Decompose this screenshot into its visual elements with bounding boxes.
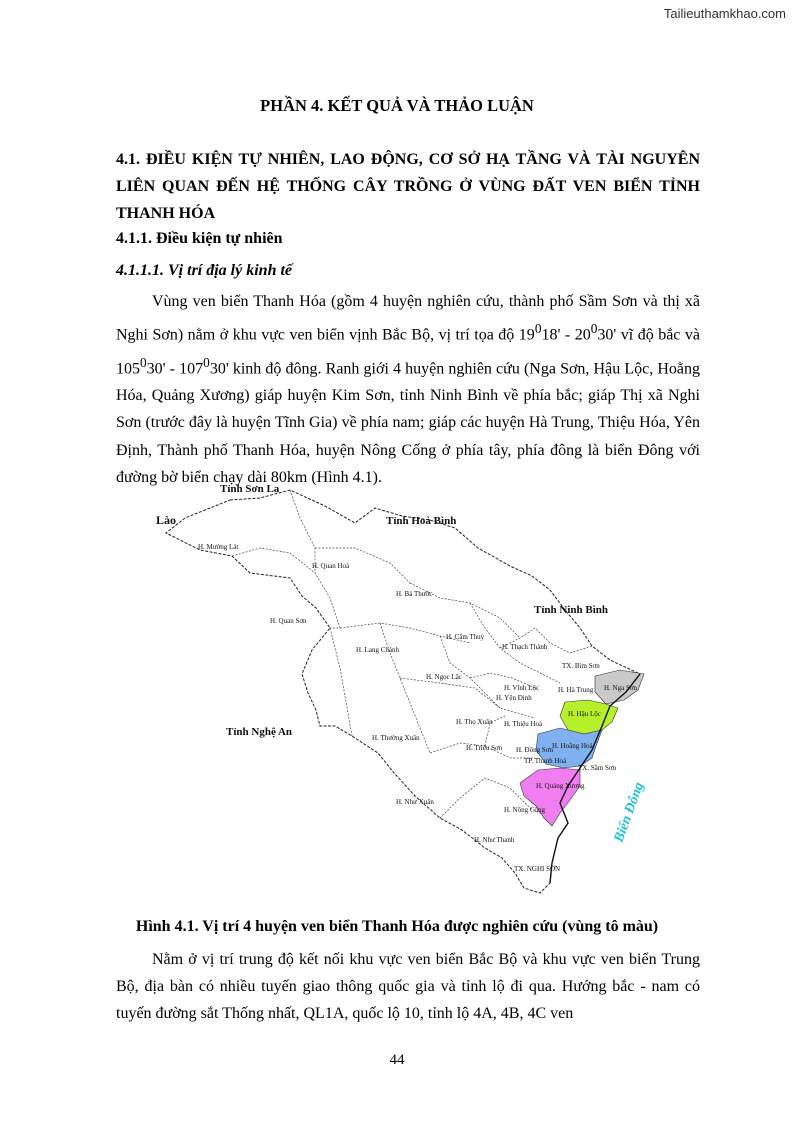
label-nga-son: H. Nga Sơn [604,684,638,692]
label-son-la: Tỉnh Sơn La [220,483,280,495]
subsection-heading: 4.1.1. Điều kiện tự nhiên [116,230,283,247]
label-ba-thuoc: H. Bá Thước [396,590,433,598]
label-muong-lat: H. Mường Lát [198,543,239,551]
label-nhu-thanh: H. Như Thanh [474,836,515,844]
map-figure [140,478,660,908]
label-nhu-xuan: H. Như Xuân [396,798,434,806]
page-number: 44 [389,1052,405,1068]
label-nong-cong: H. Nông Cống [504,806,546,814]
label-thuong-xuan: H. Thường Xuân [372,734,420,742]
label-quan-son: H. Quan Sơn [270,617,307,625]
paragraph-transport: Nằm ở vị trí trung độ kết nối khu vực ven biển Bắc Bộ và khu vực ven biển Trung Bộ, địa bàn có nhiều tuyến giao thông quốc gia và tỉnh lộ đi qua. Hướng bắc - nam có tuyến đường sắt Thống nhất, QL1A, quốc lộ 10, tỉnh lộ 4A, 4B, 4C ven [116,951,700,1023]
watermark: Tailieuthamkhao.com [663,6,786,21]
section-title: 4.1. ĐIỀU KIỆN TỰ NHIÊN, LAO ĐỘNG, CƠ SỞ HẠ TẦNG VÀ TÀI NGUYÊN LIÊN QUAN ĐẾN HỆ THỐNG CÂY TRỒNG Ở VÙNG ĐẤT VEN BIỂN TỈNH THANH HÓA [116,151,700,222]
label-sam-son: TX. Sầm Sơn [578,764,617,772]
paragraph-location: Vùng ven biển Thanh Hóa (gồm 4 huyện nghiên cứu, thành phố Sầm Sơn và thị xã Nghi Sơn) nằm ở khu vực ven biển vịnh Bắc Bộ, vị trí tọa độ $19^018' - 20^030'$ vĩ độ bắc và $105^030' - 107^030'$ kinh độ đông. Ranh giới 4 huyện nghiên cứu (Nga Sơn, Hậu Lộc, Hoằng Hóa, Quảng Xương) giáp huyện Kim Sơn, tỉnh Ninh Bình về phía bắc; giáp Thị xã Nghi Sơn (trước đây là huyện Tĩnh Gia) về phía nam; giáp các huyện Hà Trung, Thiệu Hóa, Yên Định, Thành phố Thanh Hóa, huyện Nông Cống ở phía tây, phía đông là biển Đông với đường bờ biển chạy dài 80km (Hình 4.1). [116,293,701,486]
part-title: PHẦN 4. KẾT QUẢ VÀ THẢO LUẬN [260,96,534,115]
label-cam-thuy: H. Cẩm Thuỷ [446,633,485,641]
label-thach-thanh: H. Thạch Thành [502,643,548,651]
label-ha-trung: H. Hà Trung [558,686,594,694]
label-bim-son: TX. Bỉm Sơn [562,662,600,670]
label-hoang-hoa: H. Hoằng Hoá [552,742,593,750]
label-hoa-binh: Tỉnh Hoà Bình [386,515,457,527]
label-trieu-son: H. Triệu Sơn [466,744,503,752]
label-dong-son: H. Đông Sơn [516,746,553,754]
label-lao: Lào [156,513,177,527]
label-nghi-son: TX. NGHI SƠN [514,865,561,873]
label-tp-thanh-hoa: TP. Thanh Hoá [524,757,567,765]
label-bien-dong: Biển Đông [611,780,648,845]
label-vinh-loc: H. Vĩnh Lộc [504,684,540,692]
sub-subsection-heading: 4.1.1.1. Vị trí địa lý kinh tế [116,262,293,279]
thanh-hoa-map [140,478,660,908]
label-thieu-hoa: H. Thiệu Hoá [504,720,543,728]
label-lang-chanh: H. Lang Chánh [356,646,399,654]
label-ngoc-lac: H. Ngọc Lặc [426,673,462,681]
figure-caption: Hình 4.1. Vị trí 4 huyện ven biển Thanh Hóa được nghiên cứu (vùng tô màu) [135,918,659,935]
label-hau-loc: H. Hậu Lộc [568,710,601,718]
label-quang-xuong: H. Quảng Xương [536,782,585,790]
label-tho-xuan: H. Thọ Xuân [456,718,493,726]
label-quan-hoa: H. Quan Hoá [312,562,350,570]
label-nghe-an: Tỉnh Nghệ An [226,726,293,738]
label-yen-dinh: H. Yên Định [496,694,532,702]
label-ninh-binh: Tỉnh Ninh Bình [534,604,608,616]
